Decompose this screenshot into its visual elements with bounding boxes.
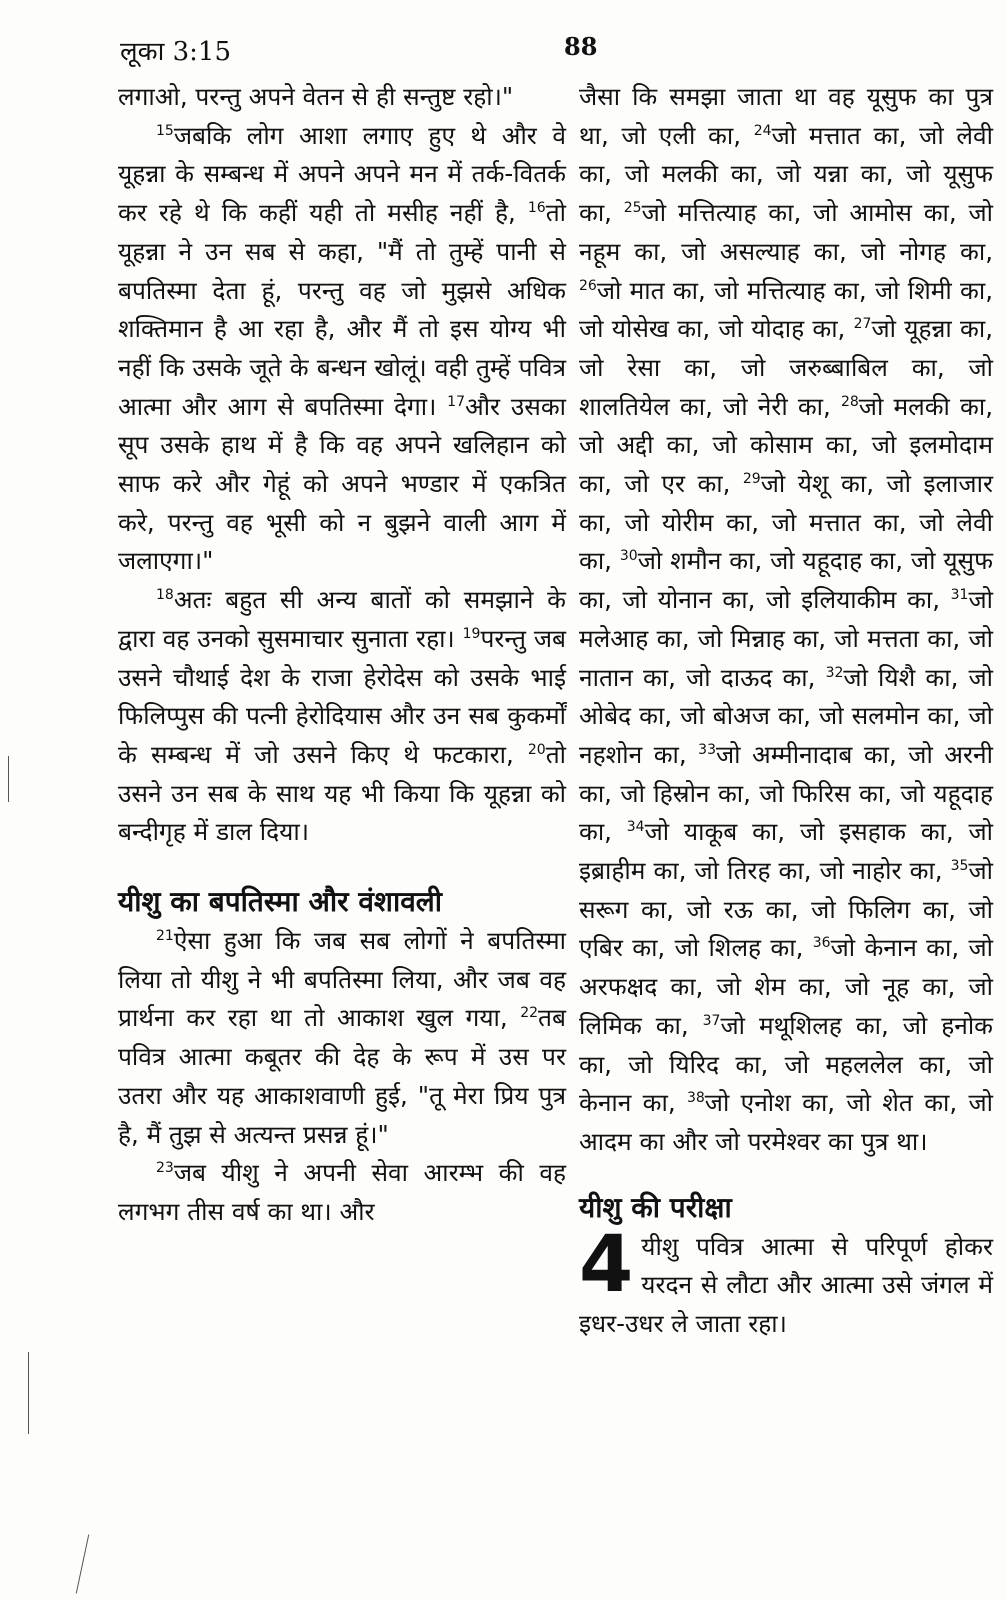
scan-margin-mark [76, 1535, 89, 1594]
verse-number: 33 [698, 741, 716, 758]
verse-number: 22 [520, 1005, 539, 1022]
paragraph: $^{21}$ऐसा हुआ कि जब सब लोगों ने बपतिस्मा लिया तो यीशु ने भी बपतिस्मा लिया, और जब वह प्रार्थना कर रहा था तो आकाश खुल गया, $^{22}$तब पवित्र आत्मा कबूतर की देह के रूप में उस पर उतरा और यह आकाशवाणी हुई, "तू मेरा प्रिय पुत्र है, मैं तुझ से अत्यन्त प्रसन्न हूं।" [118, 926, 566, 1149]
verse-number: 29 [742, 470, 761, 487]
chapter-number: 4 [579, 1219, 634, 1310]
verse-number: 28 [840, 393, 859, 410]
verse-number: 26 [579, 277, 597, 294]
verse-number: 20 [527, 741, 546, 758]
right-column [579, 78, 993, 1344]
section-heading: यीशु का बपतिस्मा और वंशावली [118, 885, 443, 919]
page-number: 88 [564, 32, 598, 61]
paragraph: 4 यीशु पवित्र आत्मा से परिपूर्ण होकर यरदन से लौटा और आत्मा उसे जंगल में इधर-उधर ले जाता रहा। [579, 1219, 993, 1339]
chapter-verse-reference: लूका 3:15 [120, 37, 231, 67]
paragraph: लगाओ, परन्तु अपने वेतन से ही सन्तुष्ट रहो।" [118, 82, 514, 111]
verse-number: 15 [156, 122, 174, 139]
verse-number: 24 [753, 122, 772, 139]
paragraph: $^{23}$जब यीशु ने अपनी सेवा आरम्भ की वह लगभग तीस वर्ष का था। और [118, 1158, 566, 1226]
verse-number: 21 [156, 927, 174, 944]
verse-number: 18 [156, 586, 174, 603]
verse-number: 35 [950, 857, 969, 874]
verse-number: 25 [623, 199, 642, 216]
verse-number: 38 [686, 1090, 705, 1107]
verse-number: 19 [462, 625, 481, 642]
scan-margin-mark [8, 756, 9, 802]
section-heading: यीशु की परीक्षा [579, 1190, 732, 1224]
verse-number: 34 [626, 819, 645, 836]
verse-number: 23 [156, 1160, 174, 1177]
verse-number: 32 [825, 664, 844, 681]
paragraph: $^{15}$जबकि लोग आशा लगाए हुए थे और वे यूहन्ना के सम्बन्ध में अपने अपने मन में तर्क-वितर्क कर रहे थे कि कहीं यही तो मसीह नहीं है, $^{16}$तो यूहन्ना ने उन सब से कहा, "मैं तो तुम्हें पानी से बपतिस्मा देता हूं, परन्तु वह जो मुझसे अधिक शक्तिमान है आ रहा है, और मैं तो इस योग्य भी नहीं कि उसके जूते के बन्धन खोलूं। वही तुम्हें पवित्र आत्मा और आग से बपतिस्मा देगा। $^{17}$और उसका सूप उसके हाथ में है कि वह अपने खलिहान को साफ करे और गेहूं को अपने भण्डार में एकत्रित करे, परन्तु वह भूसी को न बुझने वाली आग में जलाएगा।" [118, 120, 566, 576]
scan-margin-mark [28, 1352, 29, 1434]
verse-number: 31 [950, 586, 969, 603]
running-header [0, 30, 1006, 70]
verse-number: 30 [619, 548, 638, 565]
verse-number: 17 [447, 393, 465, 410]
verse-number: 16 [527, 199, 546, 216]
verse-number: 27 [853, 316, 872, 333]
genealogy-paragraph: जैसा कि समझा जाता था वह यूसुफ का पुत्र था, जो एली का, $^{24}$जो मत्तात का, जो लेवी का, जो मलकी का, जो यन्ना का, जो यूसुफ का, $^{25}$जो मत्तित्याह का, जो आमोस का, जो नहूम का, जो असल्याह का, जो नोगह का, $^{26}$जो मात का, जो मत्तित्याह का, जो शिमी का, जो योसेख का, जो योदाह का, $^{27}$जो यूहन्ना का, जो रेसा का, जो जरुब्बाबिल का, जो शालतियेल का, जो नेरी का, $^{28}$जो मलकी का, जो अद्दी का, जो कोसाम का, जो इलमोदाम का, जो एर का, $^{29}$जो येशू का, जो इलाजार का, जो योरीम का, जो मत्तात का, जो लेवी का, $^{30}$जो शमौन का, जो यहूदाह का, जो यूसुफ का, जो योनान का, जो इलियाकीम का, $^{31}$जो मलेआह का, जो मिन्नाह का, जो मत्तता का, जो नातान का, जो दाऊद का, $^{32}$जो यिशै का, जो ओबेद का, जो बोअज का, जो सलमोन का, जो नहशोन का, $^{33}$जो अम्मीनादाब का, जो अरनी का, जो हिस्रोन का, जो फिरिस का, जो यहूदाह का, $^{34}$जो याकूब का, जो इसहाक का, जो इब्राहीम का, जो तिरह का, जो नाहोर का, $^{35}$जो सरूग का, जो रऊ का, जो फिलिग का, जो एबिर का, जो शिलह का, $^{36}$जो केनान का, जो अरफक्षद का, जो शेम का, जो नूह का, जो लिमिक का, $^{37}$जो मथूशिलह का, जो हनोक का, जो यिरिद का, जो महललेल का, जो केनान का, $^{38}$जो एनोश का, जो शेत का, जो आदम का और जो परमेश्वर का पुत्र था। [579, 82, 994, 1156]
verse-number: 36 [812, 935, 831, 952]
paragraph: $^{18}$अतः बहुत सी अन्य बातों को समझाने के द्वारा वह उनको सुसमाचार सुनाता रहा। $^{19}$परन्तु जब उसने चौथाई देश के राजा हेरोदेस को उसके भाई फिलिप्पुस की पत्नी हेरोदियास और उन सब कुकर्मों के सम्बन्ध में जो उसने किए थे फटकारा, $^{20}$तो उसने उन सब के साथ यह भी किया कि यूहन्ना को बन्दीगृह में डाल दिया। [118, 585, 566, 847]
verse-number: 37 [702, 1012, 721, 1029]
left-column [118, 78, 566, 1232]
